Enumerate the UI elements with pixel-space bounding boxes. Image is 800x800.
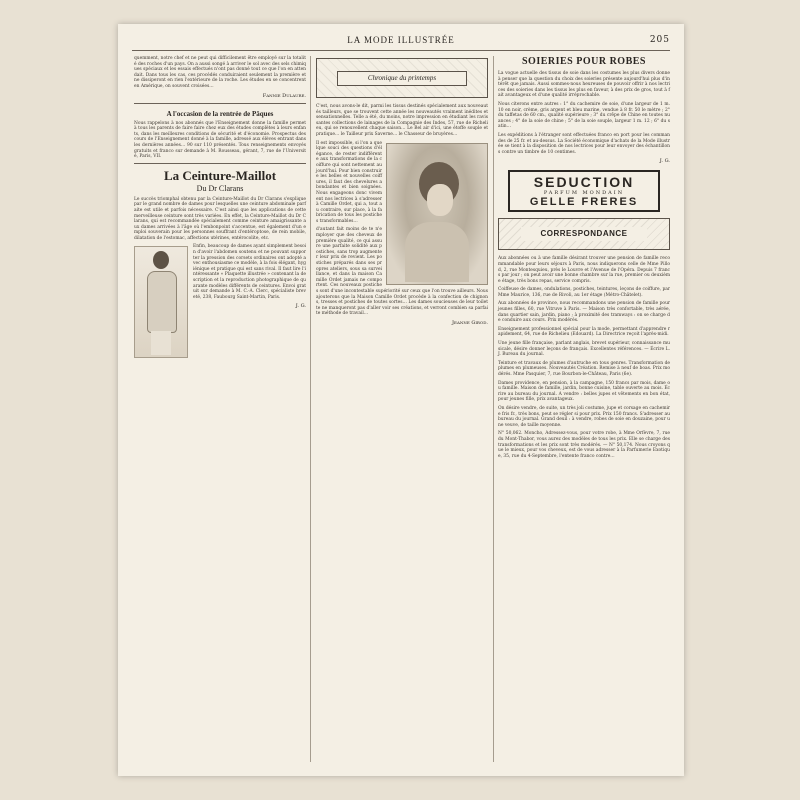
chronique-banner — [316, 58, 488, 98]
ceinture-heading: La Ceinture-Maillot — [163, 167, 277, 183]
magazine-title: LA MODE ILLUSTRÉE — [347, 35, 455, 45]
correspondance-item: On désire vendre, de suite, un très joli costume, jupe et corsage en cachemire fris fr., très bons, peut se régler si pour prix. Prix 150 francs. S'adresser au bureau du journal. Grand deuil : à vendre, robes de soie en douzaine, pour une veuve, de taille moyenne. — [498, 405, 670, 428]
article-signature: J. G. — [659, 158, 670, 165]
article-continuation: quemment, notre chef et ne peut qui difficilement être employé sur la totalité des roches d'un pays. On a aussi songé à arriver le sol avec des sels chimiques spéciaux et les essais effectués n'ont pas donné tout ce que l'on en attendait. Dans tous les cas, ces procédés conduiraient seulement la première et ne dissiperont en rien l'extérieure de la roche. Les études en se concentrent en Amérique, on souvent croisées… — [134, 56, 306, 89]
paques-text: Nous rappelons à nos abonnés que l'Enseignement donne la famille permet à tous les parents de faire faire chez eux des études complètes à leurs enfants, dans les meilleures conditions de sécurité et d'économie. Prospectus des cours de l'Enseignement donné à la famille, adressé aux élèves entrant dans les dernières années… 90 sur 110 présentés. Tous renseignements envoyés gratuits et franco sur demande à M. Rousseau, gérant, 7, rue de l'Université, Paris, VII. — [134, 120, 306, 160]
figure-skirt — [151, 331, 171, 355]
correspondance-item: Teinture et travaux de plumes d'autruche en tous genres. Transformation de plumes en plumeuses. Nouveautés Création. Remise à neuf de boas. Prix modérés. Mme Pasquier, 7, rue Bourbon-le-Château, Paris (6e). — [498, 360, 670, 377]
ceinture-text: Le succès triomphal obtenu par la Ceinture-Maillot du Dr Clarans s'explique par le grand nombre de dames pour lesquelles une ceinture abdominale parfaite est utile et parfois nécessaire. C'est ainsi que les applications de cette merveilleuse ceinture sont très variées. En effet, la Ceinture-Maillot du Dr Clarans, qui est recommandée spécialement comme ceinture amaigrissante aux dames arrivées à l'âge où l'embonpoint s'accentue, est également d'un emploi souverain pour les personnes souffrant d'entéroptose, de rein mobile, dilatation de l'estomac, affections utérines, entérocolite, etc. — [134, 196, 306, 241]
portrait-face — [427, 184, 453, 216]
soieries-heading: SOIERIES POUR ROBES — [522, 56, 646, 67]
section-rule — [134, 103, 306, 104]
page-number: 205 — [649, 35, 670, 45]
correspondance-banner — [498, 218, 670, 250]
chronique-text: C'est, nous avons-le dit, parmi les tissus destinés spécialement aux nouveautés tailleurs, que se trouvent cette année les nouveautés vraiment inédites et sensationnelles. Telle a été, du moins, notre impression en étudiant les ravissantes collections de lainages de la Compagnie des Indes, 57, rue de Richelieu, qui se renouvellent chaque saison… Le Bel air d'ici, une étoffe souple et pratique… le Tailleur prix Saverne… le Chasseur de bruyères… — [316, 104, 488, 137]
column-divider — [493, 56, 494, 762]
figure-head — [153, 251, 169, 269]
figure-corset — [147, 271, 177, 333]
correspondance-item: Aux abonnées ou à une famille désirant trouver une pension de famille recommandable pour leurs séjours à Paris, nous indiquerons celle de Mme Pillod, 2, rue Montesquieu, près le Louvre et l'Avenue de l'Opéra. Depuis 7 francs par jour ; on peut avoir une bonne chambre sur la rue, premier ou deuxième étage, très bons repas, service compris. — [498, 256, 670, 284]
page-header — [132, 34, 670, 51]
ceinture-text-continued: Enfin, beaucoup de dames ayant simplement besoin d'avoir l'abdomen soutenu et ne pouvant supporter la pression des corsets ordinaires ont adopté avec enthousiasme ce modèle, à la fois élégant, hygiénique et pratique qui est sans rival. Il faut lire l'intéressante « Plaquette illustrée » contenant la description et la reproduction photographique de quarante modèles différents de ceintures. Envoi gratuit sur demande à M. C.-A. Clerc, spécialiste breveté, 238, Faubourg Saint-Martin, Paris. — [193, 244, 307, 300]
article-signature: Jeanne Girod. — [452, 319, 488, 326]
postiches-text: d'autant fait moins de te n'employer que des cheveux de première qualité, ce qui assure une parfaite solidité aux postiches, sans trop augmenter leur prix de revient. Les postiches préparés dans ses propres ateliers, sous sa surveillance, et dans la maison Camille Ordet jamais ne comportent. Ces nouveaux postiches sont d'une incontestable supériorité sur ceux que l'on trouve ailleurs. Nous ajouterons que la Maison Camille Ordet procède à la confection de chignons, tresses et postiches de toutes sortes… Les dames soucieuses de leur toilette ne manqueront pas d'aller voir ses créations, et verront combien sa parfaite méthode de travail… — [316, 227, 488, 317]
paques-heading: A l'occasion de la rentrée de Pâques — [166, 109, 274, 118]
portrait-shoulders — [405, 222, 469, 282]
column-middle — [316, 56, 488, 330]
ad-product-name: SEDUCTION — [533, 174, 635, 191]
column-divider — [310, 56, 311, 762]
article-signature: J. G. — [295, 303, 306, 310]
soieries-list: Nous citerons entre autres : 1° du cachemire de soie, d'une largeur de 1 m. 10 en noir, crème, gris argent et bleu marine, vendue à 8 fr. 50 le mètre ; 2° du taffetas de 60 cm., qualité supérieure ; 3° du crêpe de Chine en toutes nuances ; 4° de la soie de chine ; 5° de la soie souple, largeur 1 m. 12 ; 6° du satin… — [498, 101, 670, 130]
article-signature: Fannie Dulaure. — [262, 92, 306, 99]
correspondance-item: Dames providence, en pension, à la campagne, 150 francs par mois, dame ou famille. Maison de famille, jardin, bonne cuisine, table ouverte au mois. Écrire au bureau du journal. A vendre : belles jupes et vêtements en bon état, pour jeunes fille, prix avantageux. — [498, 380, 670, 403]
hairstyle-portrait — [386, 143, 488, 285]
ad-brand: GELLE FRERES — [529, 196, 639, 209]
soieries-text: La vogue actuelle des tissus de soie dans les costumes les plus divers donne à penser que la question du choix des soieries présente aujourd'hui plus d'intérêt que jamais. Aussi sommes-nous heureuses de pouvoir offrir à nos lectrices des soieries dans les tissus les plus en faveur, à des prix de gros, tout à fait avantageux et d'une qualité irréprochable. — [498, 71, 670, 99]
correspondance-item: N° 50,062. Moncho, Adressez-vous, pour votre robe, à Mme Orfèvre, 7, rue du Mont-Thabor, vous aurez des modèles de tous les prix. Elle se charge des transformations et les prix sont très modérés. — N° 50,174. Nous croyons que le mieux, pour vos cheveux, est de vous adresser à la Parfumerie Exotique, 35, rue du 4-Septembre, l'entente franco contre… — [498, 431, 670, 459]
coiffure-text: Il est impossible, si l'on a quelque souci des questions d'élégance, de rester indifférente aux transformations de la coiffure qui sont nettement aujourd'hui. Pour bien construire les belles et nouvelles coiffures, il faut des chevelures abondantes et bien soignées. Nous engageons donc vivement nos lectrices à s'adresser à Camille Ordet, qui a, tout au contraire, sur place, à la fabrication de tous les postiches transformables… — [316, 140, 382, 224]
magazine-page — [118, 24, 684, 776]
chronique-title: Chronique du printemps — [337, 71, 467, 86]
ad-tagline: PARFUM MONDAIN — [543, 190, 625, 197]
ceinture-subheading: Du Dr Clarans — [196, 183, 244, 193]
soieries-note: Les expéditions à l'étranger sont effectuées franco en port pour les commandes de 25 fr. et au-dessus. La Société économique d'achats de la Mode illustrée se tient à la disposition de nos lectrices pour leur envoyer des échantillons contre un timbre de 10 centimes. — [498, 132, 670, 155]
correspondance-title: CORRESPONDANCE — [521, 227, 647, 241]
correspondance-item: Une jeune fille française, parlant anglais, brevet supérieur, connaissance musicale, désire donner leçons de français. Excellentes références. — Écrire L. J. Bureau du journal. — [498, 341, 670, 358]
seduction-advertisement — [508, 170, 660, 212]
section-rule — [134, 163, 306, 164]
correspondance-item: Coiffeuse de dames, ondulations, postiches, teintures, leçons de coiffure, par Mme Maurice, 136, rue de Rivoli, au 1er étage (Métro-Châtelet). — [498, 287, 670, 298]
column-left — [134, 56, 306, 361]
correspondance-item: Aux abonnées de province, nous recommandons une pension de famille pour jeunes filles, 60, rue Vitruve à Paris. — Maison très confortable, très aérée, dans quartier sain, jardin, piano ; à proximité des tramways : on se charge de conduire aux cours. Prix modérés. — [498, 301, 670, 324]
column-right — [498, 56, 670, 462]
corset-illustration — [134, 246, 188, 358]
correspondance-item: Enseignement professionnel spécial pour la mode, permettant d'apprendre rapidement, 64, rue de Richelieu (Edouard). La Directrice reçoit l'après-midi. — [498, 326, 670, 338]
